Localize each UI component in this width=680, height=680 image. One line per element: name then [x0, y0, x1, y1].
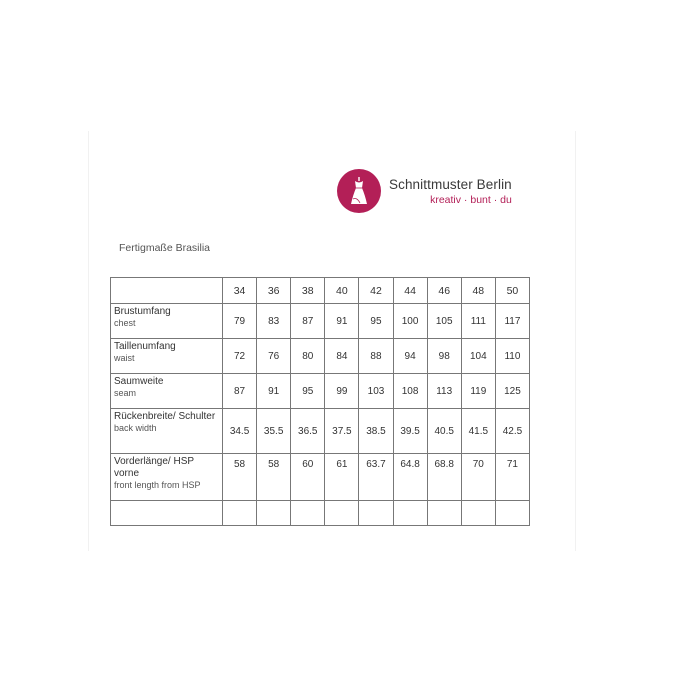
table-row	[111, 374, 530, 409]
table-cell: 34.5	[223, 409, 257, 454]
row-label	[111, 304, 223, 339]
table-cell: 68.8	[427, 454, 461, 501]
empty-cell	[427, 501, 461, 526]
table-cell: 38.5	[359, 409, 393, 454]
table-cell: 36.5	[291, 409, 325, 454]
size-header: 38	[291, 278, 325, 304]
row-label-de: Taillenumfang	[114, 341, 176, 352]
table-cell: 88	[359, 339, 393, 374]
empty-cell	[461, 501, 495, 526]
table-header-row	[111, 278, 530, 304]
table-cell: 58	[257, 454, 291, 501]
row-label	[111, 454, 223, 501]
table-cell: 91	[257, 374, 291, 409]
empty-cell	[257, 501, 291, 526]
row-label	[111, 339, 223, 374]
table-cell: 94	[393, 339, 427, 374]
table-cell: 113	[427, 374, 461, 409]
table-cell: 103	[359, 374, 393, 409]
row-label-de: Rückenbreite/ Schulter	[114, 411, 216, 422]
table-row	[111, 339, 530, 374]
empty-cell	[393, 501, 427, 526]
table-cell: 72	[223, 339, 257, 374]
table-cell: 76	[257, 339, 291, 374]
table-cell: 61	[325, 454, 359, 501]
table-cell: 110	[495, 339, 529, 374]
table-cell: 37.5	[325, 409, 359, 454]
table-corner-cell	[111, 278, 223, 304]
table-cell: 80	[291, 339, 325, 374]
size-header: 42	[359, 278, 393, 304]
page-title: Fertigmaße Brasilia	[119, 242, 211, 254]
table-row	[111, 304, 530, 339]
brand-name: Schnittmuster Berlin	[389, 176, 512, 192]
table-cell: 104	[461, 339, 495, 374]
size-header: 44	[393, 278, 427, 304]
table-cell: 40.5	[427, 409, 461, 454]
table-cell: 98	[427, 339, 461, 374]
table-cell: 108	[393, 374, 427, 409]
table-cell: 125	[495, 374, 529, 409]
row-label-de: Brustumfang	[114, 306, 171, 317]
table-cell: 60	[291, 454, 325, 501]
size-header: 46	[427, 278, 461, 304]
table-cell: 64.8	[393, 454, 427, 501]
table-cell: 111	[461, 304, 495, 339]
row-label-en: chest	[114, 318, 136, 328]
table-cell: 117	[495, 304, 529, 339]
brand-tagline: kreativ · bunt · du	[430, 194, 512, 207]
size-header: 34	[223, 278, 257, 304]
table-cell: 79	[223, 304, 257, 339]
table-cell: 84	[325, 339, 359, 374]
table-cell: 63.7	[359, 454, 393, 501]
table-cell: 95	[359, 304, 393, 339]
size-header: 40	[325, 278, 359, 304]
size-header: 50	[495, 278, 529, 304]
row-label-de: Saumweite	[114, 376, 164, 387]
table-cell: 41.5	[461, 409, 495, 454]
row-label-de: Vorderlänge/ HSP vorne	[114, 456, 194, 479]
table-cell: 70	[461, 454, 495, 501]
dress-form-icon	[337, 169, 381, 213]
row-label-en: waist	[114, 353, 135, 363]
table-row	[111, 454, 530, 501]
row-label	[111, 409, 223, 454]
empty-cell	[495, 501, 529, 526]
size-header: 36	[257, 278, 291, 304]
table-cell: 58	[223, 454, 257, 501]
size-table	[110, 277, 530, 526]
row-label	[111, 374, 223, 409]
size-header: 48	[461, 278, 495, 304]
row-label-en: front length from HSP	[114, 480, 201, 490]
empty-cell	[359, 501, 393, 526]
table-cell: 87	[223, 374, 257, 409]
table-cell: 42.5	[495, 409, 529, 454]
empty-cell	[111, 501, 223, 526]
brand-logo	[337, 169, 512, 213]
empty-cell	[291, 501, 325, 526]
table-cell: 100	[393, 304, 427, 339]
table-cell: 39.5	[393, 409, 427, 454]
empty-table-row	[111, 501, 530, 526]
table-cell: 95	[291, 374, 325, 409]
row-label-en: back width	[114, 423, 157, 433]
table-cell: 35.5	[257, 409, 291, 454]
table-cell: 119	[461, 374, 495, 409]
table-cell: 91	[325, 304, 359, 339]
table-row	[111, 409, 530, 454]
table-cell: 71	[495, 454, 529, 501]
table-cell: 99	[325, 374, 359, 409]
empty-cell	[223, 501, 257, 526]
empty-cell	[325, 501, 359, 526]
table-cell: 83	[257, 304, 291, 339]
row-label-en: seam	[114, 388, 137, 398]
table-cell: 105	[427, 304, 461, 339]
table-cell: 87	[291, 304, 325, 339]
